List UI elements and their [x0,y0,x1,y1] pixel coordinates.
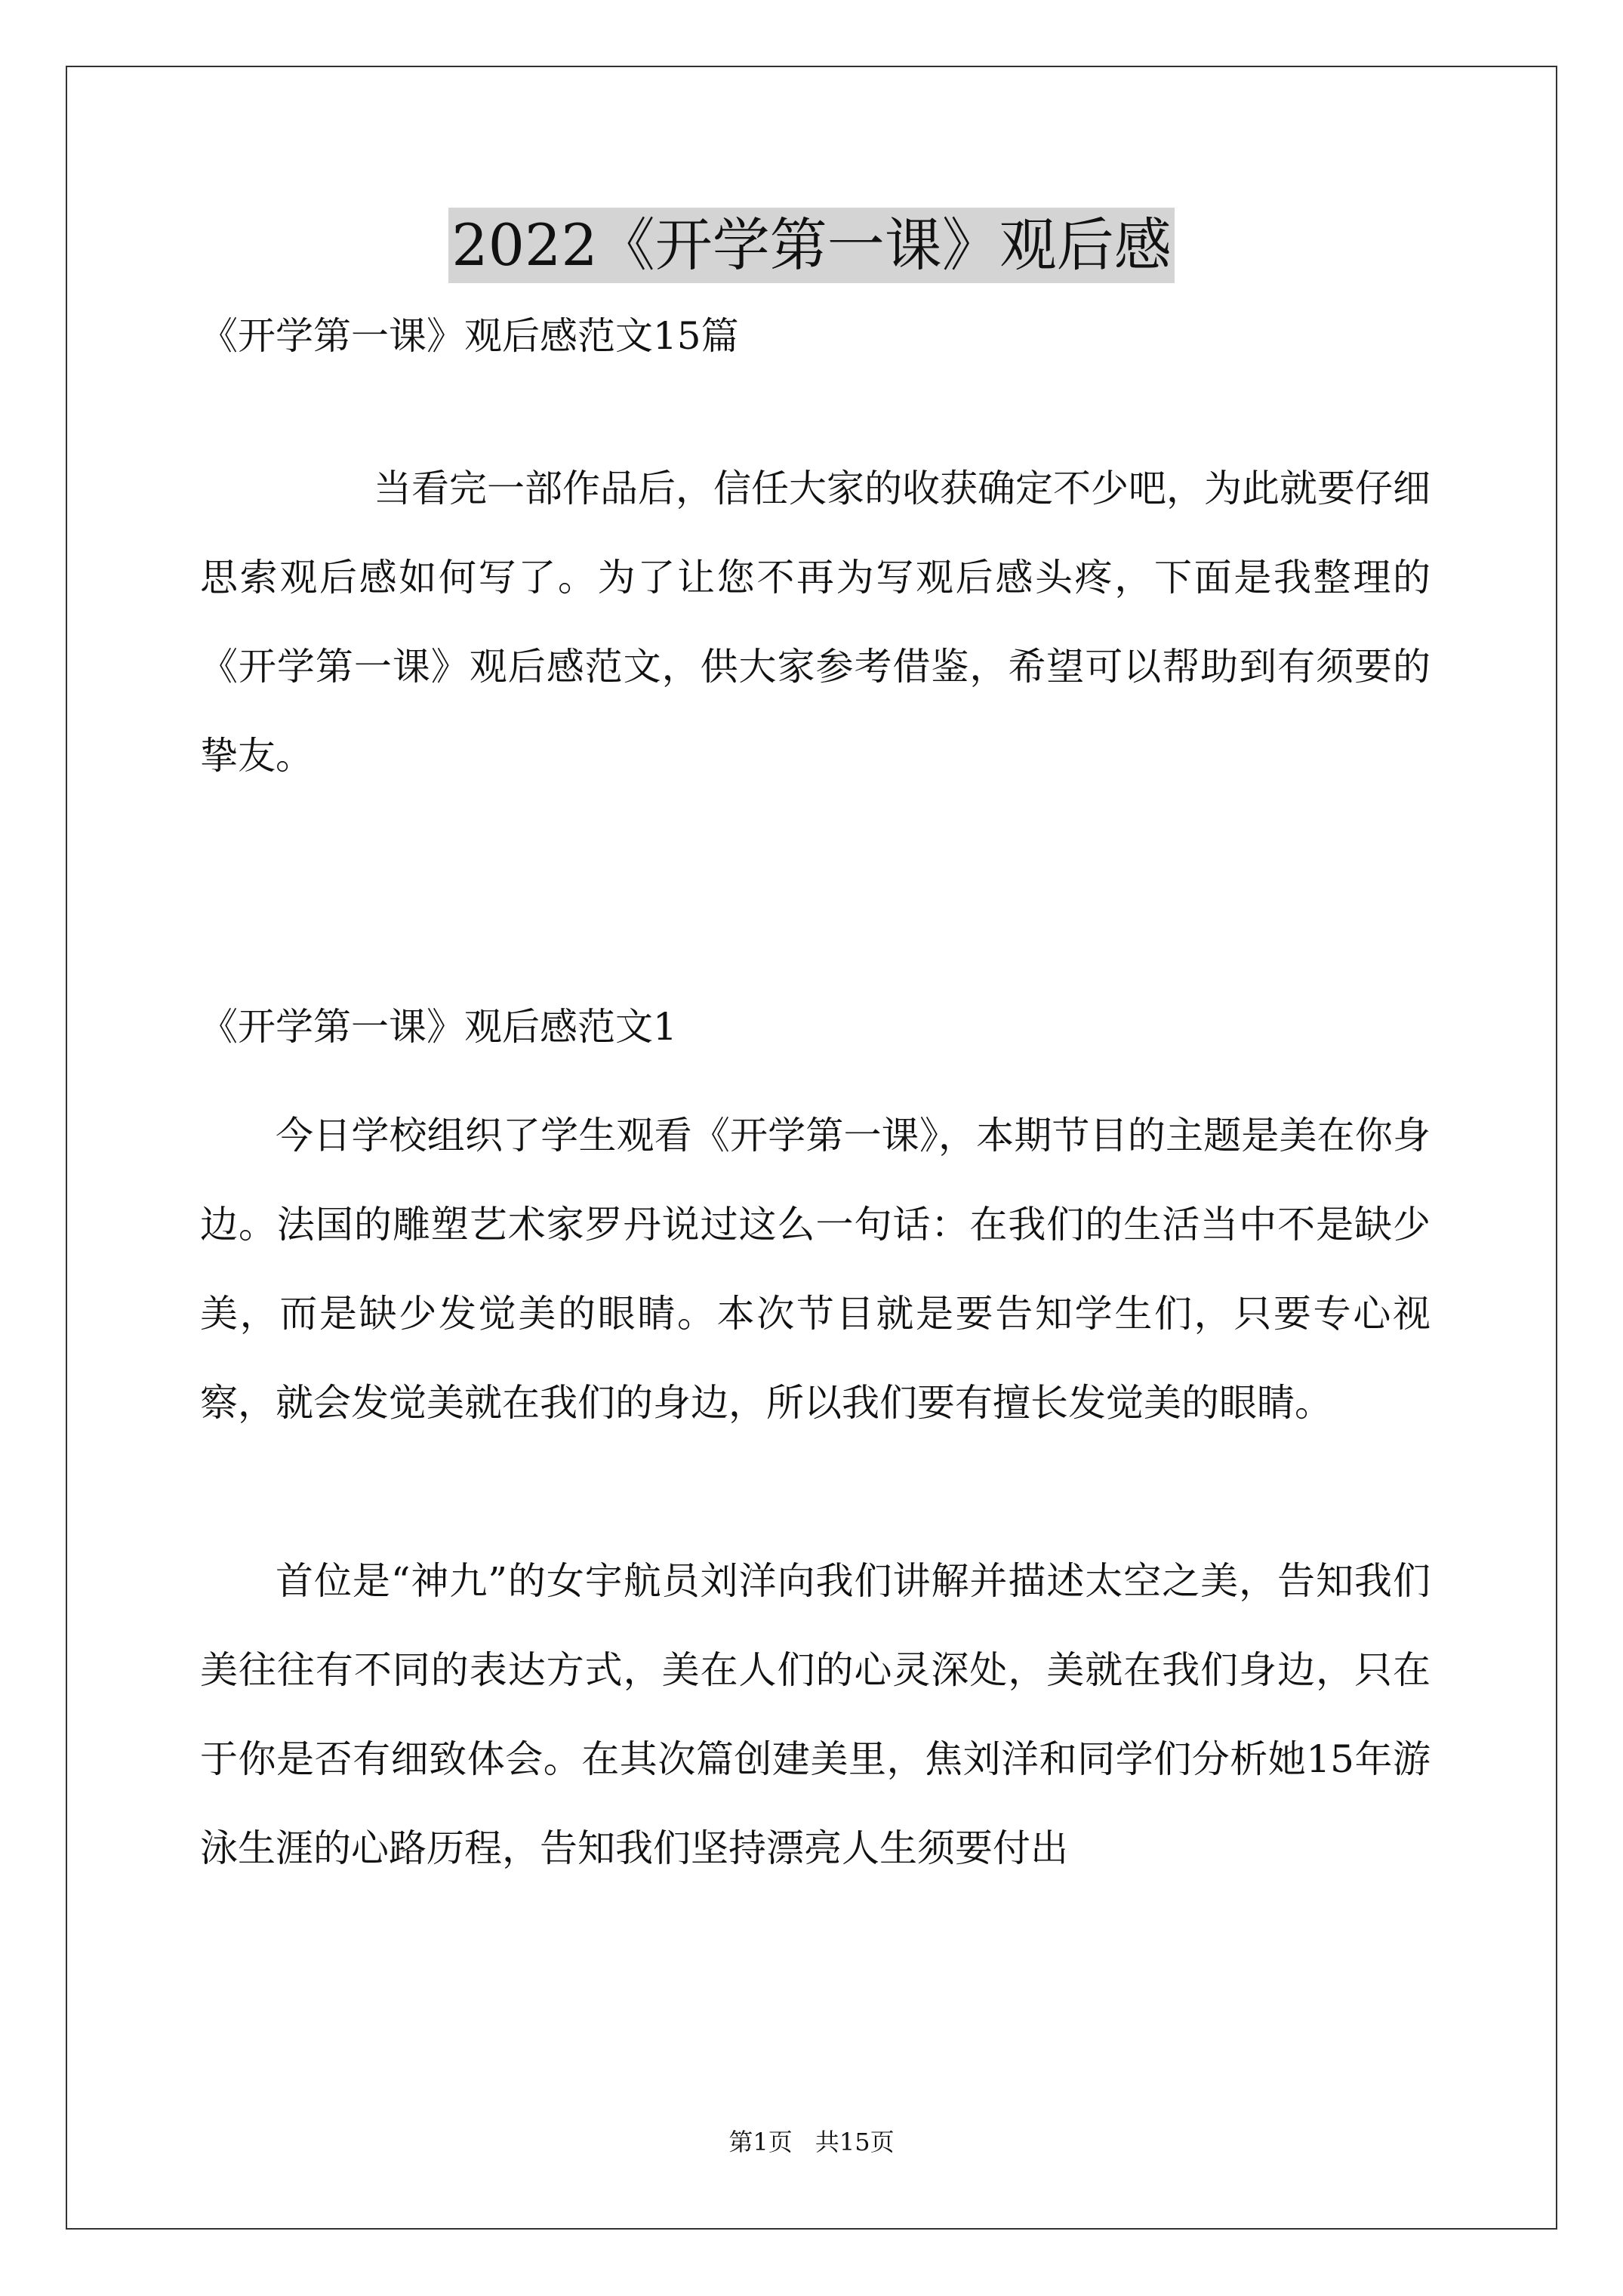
section-heading: 《开学第一课》观后感范文1 [200,1005,677,1049]
body-paragraph-1: 今日学校组织了学生观看《开学第一课》，本期节目的主题是美在你身边。法国的雕塑艺术家罗丹说过这么一句话：在我们的生活当中不是缺少美，而是缺少发觉美的眼睛。本次节目就是要告知学生们，只要专心视察，就会发觉美就在我们的身边，所以我们要有擅长发觉美的眼睛。 [200,1114,1431,1425]
intro-paragraph: 当看完一部作品后，信任大家的收获确定不少吧，为此就要仔细思索观后感如何写了。为了让您不再为写观后感头疼，下面是我整理的《开学第一课》观后感范文，供大家参考借鉴，希望可以帮助到有须要的挚友。 [200,467,1431,778]
body-paragraph-2: 首位是“神九”的女宇航员刘洋向我们讲解并描述太空之美，告知我们美往往有不同的表达方式，美在人们的心灵深处，美就在我们身边，只在于你是否有细致体会。在其次篇创建美里，焦刘洋和同学们分析她15年游泳生涯的心路历程，告知我们坚持漂亮人生须要付出 [200,1559,1431,1870]
page-footer [0,2127,1623,2157]
page-number: 第1页 [728,2128,793,2156]
document-subtitle: 《开学第一课》观后感范文15篇 [200,314,739,358]
page-total: 共15页 [815,2128,895,2156]
title-container [0,208,1623,283]
document-title: 2022《开学第一课》观后感 [448,208,1174,283]
